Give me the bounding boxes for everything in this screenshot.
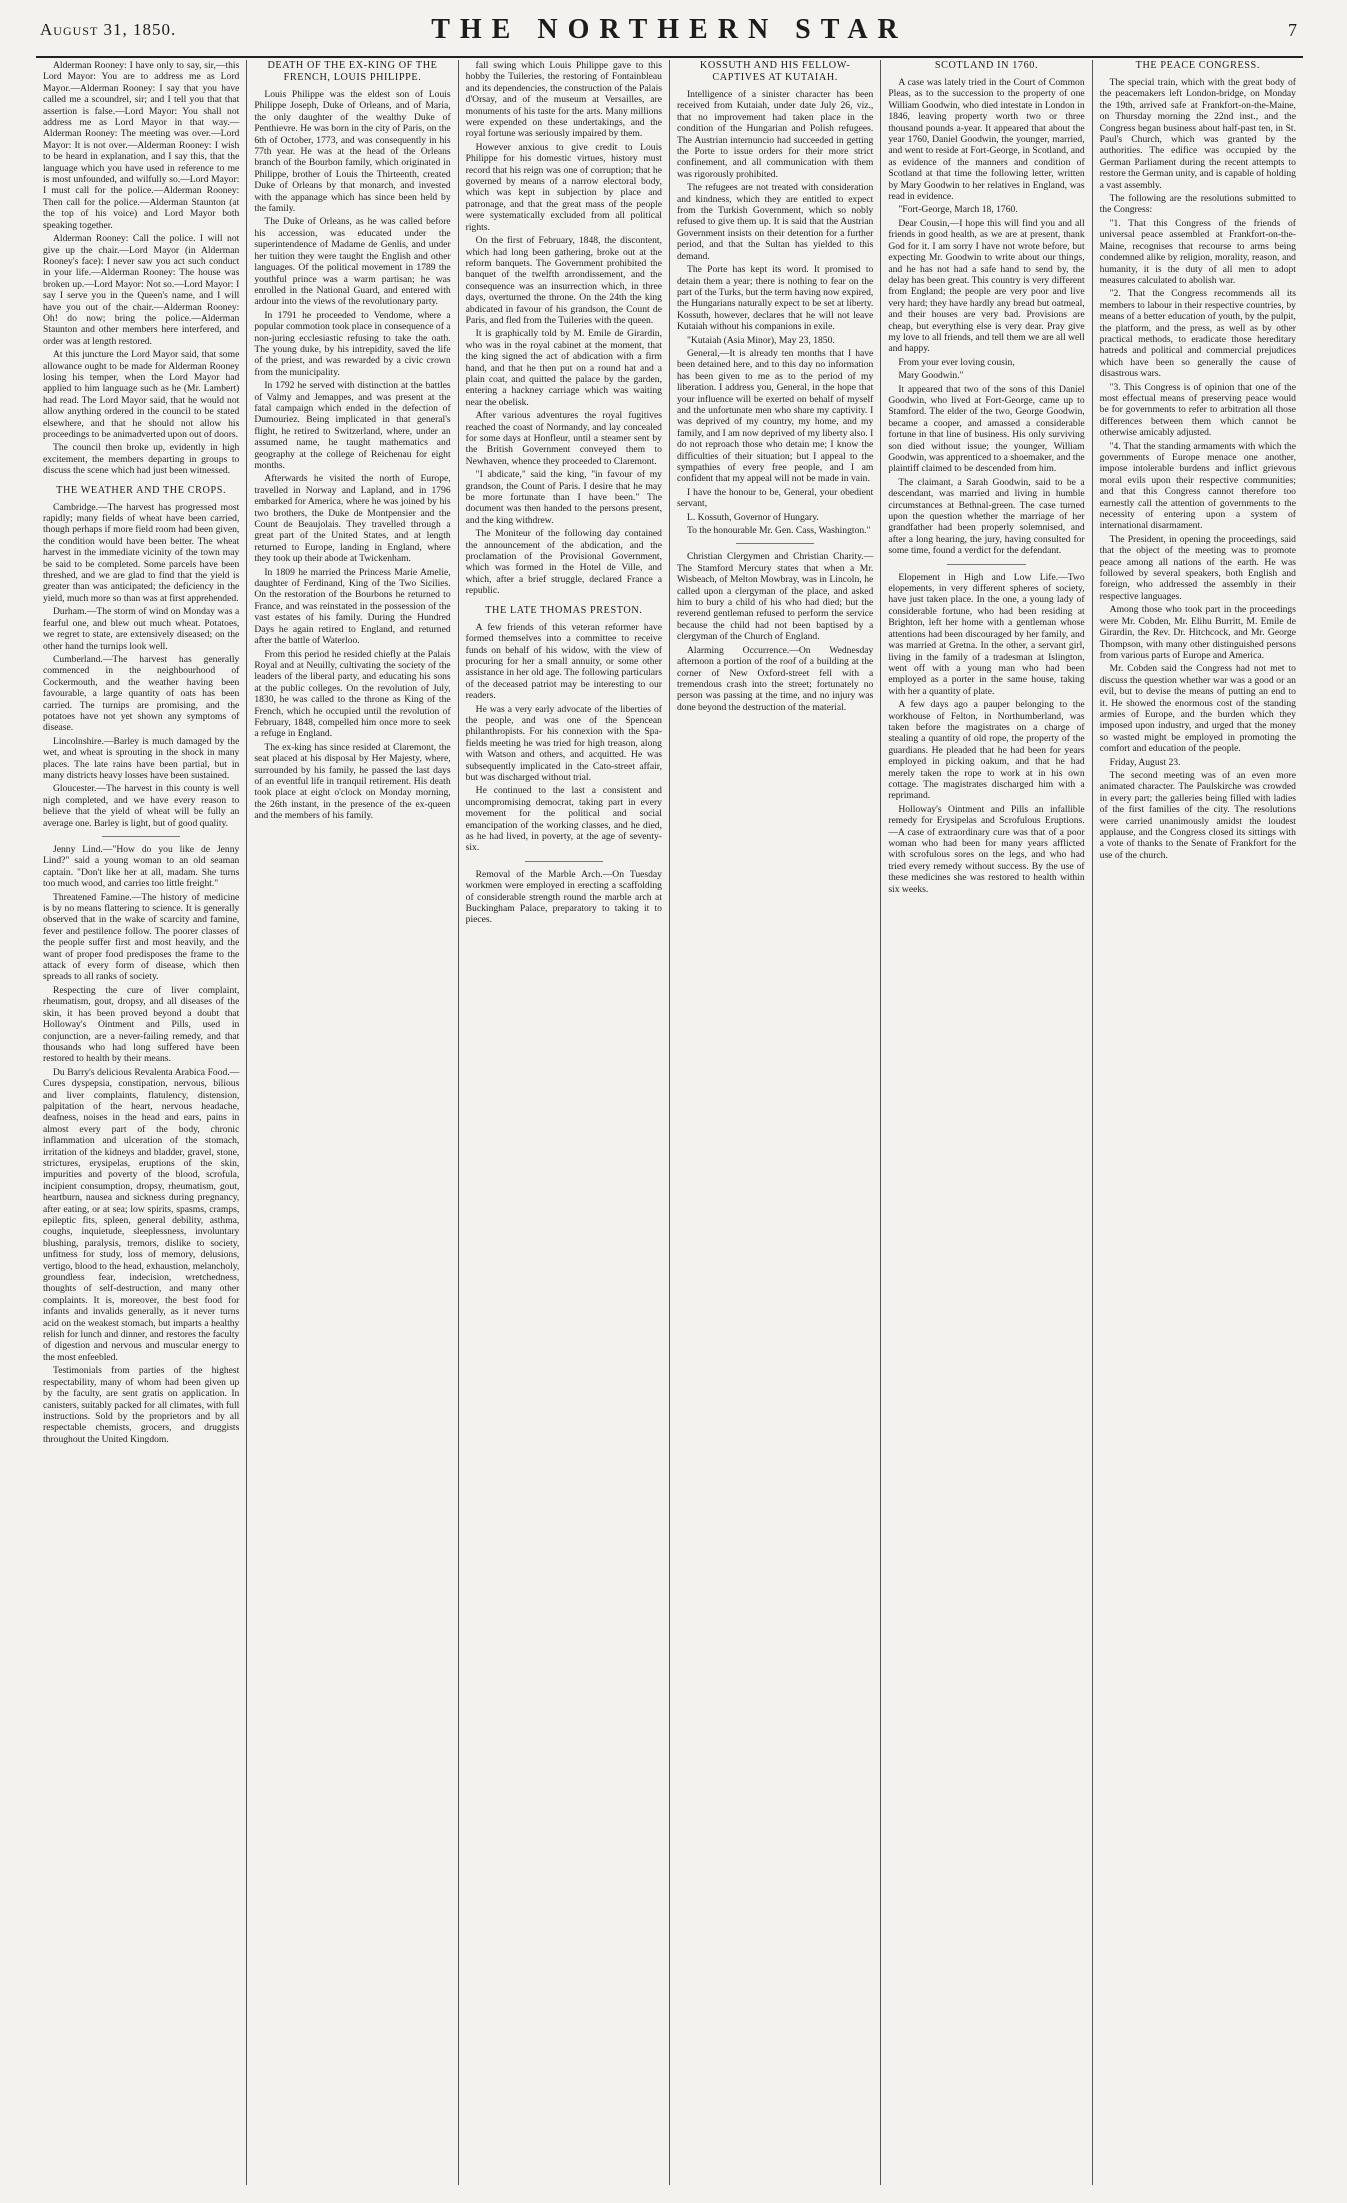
article-paragraph: Lincolnshire.—Barley is much damaged by the wet, and wheat is sprouting in the shock in many places. The late rains have been partial, but in many districts heavy losses have been sustained. [43, 735, 240, 781]
article-paragraph: On the first of February, 1848, the discontent, which had long been gathering, broke out at the reform banquets. The Government prohibited the banquet of the twelfth arrondissement, and the consequence was an insurrection which, in three days, overturned the throne. On the 24th the king abdicated in favour of his grandson, the Count de Paris, and fled from the Tuileries with the queen. [465, 235, 662, 326]
article-paragraph: Dear Cousin,—I hope this will find you and all friends in good health, as we are at present, thank God for it. I am sorry I have not wrote before, but expecting Mr. Goodwin to write about our things, and he has not had a safe hand to send by, the delay has been great. This country is very different from England; the people are very poor and live very hard; they have hardly any bread but oatmeal, and their houses are very bad. Provisions are cheap, but everything else is very dear. Pray give my love to all friends, and tell them we are all well and happy. [888, 217, 1085, 355]
article-paragraph: It appeared that two of the sons of this Daniel Goodwin, who lived at Fort-George, came up to Stamford. The elder of the two, George Goodwin, became a cooper, and amassed a considerable fortune in that line of business. His only surviving son died without issue; the younger, William Goodwin, was apprenticed to a shoemaker, and the plaintiff claimed to be descended from him. [888, 383, 1085, 475]
article-paragraph: The Moniteur of the following day contained the announcement of the abdication, and the proclamation of the Provisional Government, which was formed in the Hotel de Ville, and which, after a brief struggle, declared France a republic. [465, 528, 662, 597]
column-4 [670, 60, 881, 2185]
article-paragraph: Alarming Occurrence.—On Wednesday afternoon a portion of the roof of a building at the corner of New Oxford-street fell with a tremendous crash into the street; fortunately no person was passing at the time, and no injury was done beyond the destruction of the material. [676, 644, 874, 713]
article-paragraph: "Kutaiah (Asia Minor), May 23, 1850. [686, 334, 835, 346]
article-paragraph: He was a very early advocate of the liberties of the people, and was one of the Spencean philanthropists. For his connexion with the Spa-fields meeting he was tried for high treason, along with Watson and others, and acquitted. He was subsequently implicated in the Cato-street affair, but was discharged without trial. [465, 703, 662, 783]
article-paragraph: In 1791 he proceeded to Vendome, where a popular commotion took place in consequence of a non-juring ecclesiastic refusing to take the oath. The young duke, by his intrepidity, saved the life of the priest, and was rewarded by a civic crown from the municipality. [254, 309, 451, 378]
article-paragraph: Respecting the cure of liver complaint, rheumatism, gout, dropsy, and all diseases of the skin, it has been proved beyond a doubt that Holloway's Ointment and Pills, used in conjunction, are a never-failing remedy, and that thousands who had long suffered have been restored to health by their means. [43, 984, 240, 1065]
article-paragraph: Alderman Rooney: Call the police. I will not give up the chair.—Lord Mayor (in Alderman Rooney's face): I never saw you act such conduct in your life.—Alderman Rooney: The house was broken up.—Lord Mayor: Not so.—Lord Mayor: I say I serve you in the Queen's name, and I will have you out of the chair.—Alderman Rooney: Oh! do now; bring the police.—Alderman Staunton and other members here interfered, and order was at length restored. [43, 233, 240, 347]
page-number: 7 [1288, 20, 1297, 40]
article-columns [36, 60, 1303, 2185]
article-paragraph: Testimonials from parties of the highest respectability, many of whom had been given up by the faculty, are sent gratis on application. In canisters, suitably packed for all climates, with full instructions. Sold by the proprietors and by all respectable chemists, grocers, and druggists throughout the United Kingdom. [43, 1365, 240, 1445]
article-paragraph: At this juncture the Lord Mayor said, that some allowance ought to be made for Alderman Rooney losing his temper, when the Lord Mayor had applied to him language such as he (Mr. Lambert) had read. The Lord Mayor said, that he would not allow anything ordered in the council to be stated elsewhere, and that he should not allow his proceedings to be animadverted upon out of doors. [43, 349, 240, 440]
article-paragraph: Threatened Famine.—The history of medicine is by no means flattering to science. It is generally observed that in the wake of scarcity and famine, fever and pestilence follow. The poorer classes of the people suffer first and most heavily, and the want of proper food predisposes the frame to the attack of every form of disease, which then spreads to all ranks of society. [43, 891, 240, 983]
article-paragraph: The second meeting was of an even more animated character. The Paulskirche was crowded in every part; the galleries being filled with ladies of the first families of the city. The resolutions were carried unanimously amidst the loudest applause, and the Congress closed its sittings with a vote of thanks to the Senate of Frankfort for the use of the church. [1099, 769, 1296, 861]
article-paragraph: The ex-king has since resided at Claremont, the seat placed at his disposal by Her Majesty, where, surrounded by his family, he passed the last days of an eventful life in tranquil retirement. His death took place at eight o'clock on Monday morning, the 26th instant, in the presence of the ex-queen and the members of his family. [254, 741, 451, 822]
article-paragraph: Elopement in High and Low Life.—Two elopements, in very different spheres of society, have just taken place. In the one, a young lady of considerable fortune, who had been residing at Brighton, left her home with a gentleman whose attentions had been discouraged by her family, and was married at Gretna. In the other, a servant girl, living in the family of a tradesman at Islington, went off with a young man who had been employed as a porter in the same house, taking with her a quantity of plate. [888, 571, 1085, 697]
article-heading: DEATH OF THE EX-KING OF THE FRENCH, LOUIS PHILIPPE. [267, 60, 438, 83]
article-paragraph: The special train, which with the great body of the peacemakers left London-bridge, on Monday the 19th, arrived safe at Frankfort-on-the-Maine, on Thursday morning the 22nd inst., and the Congress began business about half-past ten, in St. Paul's Church, which was granted by the authorities. The edifice was occupied by the German Parliament during the recent attempts to restore the German unity, and is capable of holding a vast assembly. [1099, 77, 1296, 191]
section-divider [947, 564, 1026, 565]
column-2 [247, 60, 458, 2185]
article-paragraph: Alderman Rooney: I have only to say, sir,—this Lord Mayor: You are to address me as Lord Mayor.—Alderman Rooney: I say that you have called me a scoundrel, sir; and I tell you that that assertion is false.—Lord Mayor: You shall not address me as Lord Mayor in that way.—Alderman Rooney: The meeting was over.—Lord Mayor: It is not over.—Alderman Rooney: I wish to be heard in explanation, and I say this, that the language which you have used in reference to me is most unfounded, and wilfully so.—Lord Mayor: I must call for the police.—Alderman Rooney: Then call for the police.—Alderman Staunton (at the top of his voice) and Lord Mayor both speaking together. [43, 60, 240, 231]
article-paragraph: Louis Philippe was the eldest son of Louis Philippe Joseph, Duke of Orleans, and of Maria, the only daughter of the wealthy Duke of Penthievre. He was born in the city of Paris, on the 6th of October, 1773, and was consequently in his 77th year. He was at the head of the Orleans branch of the Bourbon family, which originated in Philippe, brother of Louis the Thirteenth, created Duke of Orleans by that monarch, and invested with the appanage which has since been held by the family. [254, 89, 451, 215]
article-paragraph: Mr. Cobden said the Congress had not met to discuss the question whether war was a good or an evil, but to devise the means of putting an end to it. He showed the enormous cost of the standing armies of Europe, and the burden which they imposed upon industry, and urged that the money so wasted might be employed in promoting the comfort and education of the people. [1099, 663, 1296, 755]
section-divider [525, 861, 604, 862]
article-paragraph: Cumberland.—The harvest has generally commenced in the neighbourhood of Cockermouth, and the weather having been favourable, a large quantity of oats has been carried. The turnips are promising, and the potatoes have not yet shown any symptoms of disease. [43, 653, 240, 734]
article-paragraph: fall swing which Louis Philippe gave to this hobby the Tuileries, the restoring of Fontainbleau and its dependencies, the construction of the Palais d'Orsay, and of the museum at Versailles, are monuments of his taste for the arts. Many millions were expended on these undertakings, and the royal fortune was seriously impaired by them. [465, 60, 662, 140]
article-paragraph: "1. That this Congress of the friends of universal peace assembled at Frankfort-on-the-Maine, recognises that recourse to arms being condemned alike by religion, morality, reason, and humanity, it is the duty of all men to adopt measures calculated to abolish war. [1099, 217, 1296, 286]
article-paragraph: I have the honour to be, General, your obedient servant, [676, 486, 874, 510]
article-paragraph: Du Barry's delicious Revalenta Arabica Food.—Cures dyspepsia, constipation, nervous, bilious and liver complaints, flatulency, distension, palpitation of the heart, nervous headache, deafness, noises in the head and ears, pains in almost every part of the body, chronic inflammation and ulceration of the stomach, irritation of the kidneys and bladder, gravel, stone, strictures, erysipelas, eruptions of the skin, impurities and poverty of the blood, scrofula, incipient consumption, dropsy, rheumatism, gout, heartburn, nausea and sickness during pregnancy, after eating, or at sea; low spirits, spasms, cramps, epileptic fits, spleen, general debility, asthma, coughs, inquietude, sleeplessness, involuntary blushing, paralysis, tremors, dislike to society, unfitness for study, loss of memory, delusions, vertigo, blood to the head, exhaustion, melancholy, groundless fear, indecision, wretchedness, thoughts of self-destruction, and many other complaints. It is, moreover, the best food for infants and invalids generally, as it never turns acid on the weakest stomach, but imparts a healthy relish for lunch and dinner, and restores the faculty of digestion and nervous and muscular energy to the most enfeebled. [43, 1066, 240, 1363]
article-paragraph: The following are the resolutions submitted to the Congress: [1099, 193, 1296, 216]
article-paragraph: The claimant, a Sarah Goodwin, said to be a descendant, was married and living in humble circumstances at Bethnal-green. The case turned upon the question whether the marriage of her grandfather had been properly solemnised, and after a long hearing, the jury, having consulted for some time, found a verdict for the defendant. [888, 476, 1085, 557]
article-paragraph: He continued to the last a consistent and uncompromising democrat, taking part in every movement for the political and social emancipation of the working classes, and he died, as he had lived, in poverty, at the age of seventy-six. [465, 785, 662, 854]
article-paragraph: The refugees are not treated with consideration and kindness, which they are entitled to expect from the Turkish Government, which so nobly refused to give them up. It is said that the Austrian Government insists on their detention for a further period, and that the Sultan has yielded to this demand. [676, 182, 874, 262]
article-paragraph: Cambridge.—The harvest has progressed most rapidly; many fields of wheat have been carried, though perhaps if more field room had been given, the condition would have been better. The wheat harvest in the immediate vicinity of the town may be said to be completed. Some parcels have been threshed, and we are glad to find that the yield is greater than was anticipated; the deficiency in the yield, much more so than was at first apprehended. [43, 501, 240, 604]
article-paragraph: Durham.—The storm of wind on Monday was a fearful one, and blew out much wheat. Potatoes, we regret to state, are extensively diseased; on the other hand the turnips look well. [43, 606, 240, 652]
article-paragraph: Gloucester.—The harvest in this county is well nigh completed, and we have every reason to believe that the yield of wheat will be fully an average one. Barley is light, but of good quality. [43, 783, 240, 829]
article-paragraph: After various adventures the royal fugitives reached the coast of Normandy, and lay concealed for some days at Honfleur, until a steamer sent by the British Government conveyed them to Newhaven, whence they proceeded to Claremont. [465, 410, 662, 467]
article-paragraph: However anxious to give credit to Louis Philippe for his domestic virtues, history must record that his reign was one of corruption; that he governed by means of a narrow electoral body, which was kept in subjection by place and patronage, and that the great mass of the people were systematically excluded from all political rights. [465, 141, 662, 233]
section-divider [102, 836, 181, 837]
article-heading: THE PEACE CONGRESS. [1135, 60, 1260, 71]
article-heading: THE LATE THOMAS PRESTON. [485, 604, 643, 616]
article-paragraph: It is graphically told by M. Emile de Girardin, who was in the royal cabinet at the moment, that the king signed the act of abdication with a firm hand, and that he then put on a round hat and a plain coat, and quitted the palace by the garden, entering a hackney carriage which was waiting near the obelisk. [465, 328, 662, 408]
article-paragraph: Mary Goodwin." [898, 370, 964, 382]
article-paragraph: Christian Clergymen and Christian Charity.—The Stamford Mercury states that when a Mr. Wisbeach, of Melton Mowbray, was in Lincoln, he called upon a clergyman of the place, and asked him to bury a child of his who had died; but the reverend gentleman refused to perform the service because the child had not been baptised by a clergyman of the Church of England. [676, 551, 874, 643]
article-paragraph: "Fort-George, March 18, 1760. [898, 204, 1018, 216]
issue-date: August 31, 1850. [40, 20, 177, 39]
article-paragraph: "4. That the standing armaments with which the governments of Europe menace one another, impose intolerable burdens and inflict grievous moral evils upon their respective communities; and that this Congress cannot therefore too earnestly call the attention of governments to the necessity of entering upon a system of international disarmament. [1099, 440, 1296, 532]
article-paragraph: In 1792 he served with distinction at the battles of Valmy and Jemappes, and was present at the fatal campaign which ended in the defection of Dumouriez. Being implicated in that general's flight, he retired to Switzerland, where, under an assumed name, he taught mathematics and geography at the college of Reichenau for eight months. [254, 380, 451, 471]
article-heading: KOSSUTH AND HIS FELLOW-CAPTIVES AT KUTAIAH. [699, 60, 851, 83]
column-1 [36, 60, 247, 2185]
column-6 [1093, 60, 1303, 2185]
section-divider [736, 543, 815, 544]
article-paragraph: In 1809 he married the Princess Marie Amelie, daughter of Ferdinand, King of the Two Sicilies. On the restoration of the Bourbons he returned to France, and was reinstated in the possession of the vast estates of his family. During the Hundred Days he again retired to England, and returned after the battle of Waterloo. [254, 566, 451, 647]
article-paragraph: Holloway's Ointment and Pills an infallible remedy for Erysipelas and Scrofulous Eruptions.—A case of extraordinary cure was that of a poor woman who had been for many years afflicted with scrofulous sores on the legs, and who had tried every remedy without success. By the use of these medicines she was restored to health within six weeks. [888, 803, 1085, 895]
article-paragraph: The council then broke up, evidently in high excitement, the members departing in groups to discuss the scene which had just been witnessed. [43, 442, 240, 477]
article-paragraph: "I abdicate," said the king, "in favour of my grandson, the Count of Paris. I desire that he may be more fortunate than I have been." The document was then handed to the persons present, and the king withdrew. [465, 469, 662, 526]
article-paragraph: A few days ago a pauper belonging to the workhouse of Felton, in Northumberland, was taken before the magistrates on a charge of stealing a quantity of old rope, the property of the guardians. He pleaded that he had been for years employed in picking oakum, and that he had merely taken the rope to work at in his own cottage. The magistrates discharged him with a reprimand. [888, 699, 1085, 802]
article-heading: THE WEATHER AND THE CROPS. [56, 484, 227, 496]
article-paragraph: General,—It is already ten months that I have been detained here, and to this day no information has been given to me as to the period of my liberation. I address you, General, in the hope that your influence will be exerted on behalf of myself and the unfortunate men who share my captivity. I was deprived of my country, my home, and my family, and I am now deprived of my liberty also. I do not reproach those who detain me; I know the difficulties of their situation; but I appeal to the sympathies of every free people, and I am confident that my appeal will not be made in vain. [676, 347, 874, 485]
article-paragraph: From your ever loving cousin, [898, 356, 1015, 368]
article-paragraph: Among those who took part in the proceedings were Mr. Cobden, Mr. Elihu Burritt, M. Emile de Girardin, the Rev. Dr. Hitchcock, and Mr. George Thompson, with many other distinguished persons from various parts of Europe and America. [1099, 604, 1296, 661]
article-paragraph: The Porte has kept its word. It promised to detain them a year; there is nothing to fear on the part of the Turks, but the term having now expired, the Hungarians naturally expect to be set at liberty. Kossuth, however, declares that he will not leave Kutaiah without his companions in exile. [676, 264, 874, 333]
article-paragraph: The President, in opening the proceedings, said that the object of the meeting was to promote peace among all nations of the earth. He was followed by several speakers, both English and foreign, who addressed the assembly in their respective languages. [1099, 533, 1296, 602]
newspaper-title: THE NORTHERN STAR [431, 14, 908, 45]
column-5 [881, 60, 1092, 2185]
article-paragraph: Removal of the Marble Arch.—On Tuesday workmen were employed in erecting a scaffolding of considerable strength round the marble arch at Buckingham Palace, preparatory to taking it to pieces. [465, 868, 662, 926]
article-paragraph: A few friends of this veteran reformer have formed themselves into a committee to receive funds on behalf of his widow, with the view of procuring for her a small annuity, or some other assistance in her old age. The following particulars of the deceased patriot may be interesting to our readers. [465, 621, 662, 702]
column-3 [459, 60, 670, 2185]
article-paragraph: Jenny Lind.—"How do you like de Jenny Lind?" said a young woman to an old seaman captain. "Don't like her at all, madam. She turns too much wood, and carries too little freight." [43, 844, 240, 890]
article-paragraph: Intelligence of a sinister character has been received from Kutaiah, under date July 26, viz., that no improvement had taken place in the condition of the Hungarian and Polish refugees. The Austrian internuncio had succeeded in getting the Porte to issue orders for their more strict confinement, and all communication with them was rigorously prohibited. [676, 89, 874, 180]
article-paragraph: "3. This Congress is of opinion that one of the most effectual means of preserving peace would be for governments to refer to arbitration all those differences between them which cannot be otherwise amicably adjusted. [1099, 381, 1296, 439]
article-paragraph: A case was lately tried in the Court of Common Pleas, as to the succession to the property of one William Goodwin, who died intestate in London in 1846, leaving property worth two or three thousand pounds a-year. It appeared that about the year 1760, Daniel Goodwin, the younger, married, and went to reside at Fort-George, in Scotland, and as evidence of the manners and condition of Scotland at that time the following letter, written by Mary Goodwin to her relatives in England, was read in evidence. [888, 77, 1085, 203]
article-paragraph: Friday, August 23. [1109, 756, 1181, 768]
article-paragraph: "2. That the Congress recommends all its members to labour in their respective countries, by means of a better education of youth, by the pulpit, the platform, and the press, as well as by other practical methods, to eradicate those hereditary hatreds and political and commercial prejudices which have been so generally the cause of disastrous wars. [1099, 288, 1296, 380]
masthead [36, 10, 1303, 58]
article-paragraph: L. Kossuth, Governor of Hungary. [686, 511, 819, 523]
article-heading: SCOTLAND IN 1760. [934, 60, 1039, 71]
article-paragraph: To the honourable Mr. Gen. Cass, Washington." [686, 525, 871, 537]
article-paragraph: The Duke of Orleans, as he was called before his accession, was educated under the superintendence of Madame de Genlis, and under her tuition they were taught the English and other languages. Of the political movement in 1789 the youthful prince was a warm partisan; he was enrolled in the National Guard, and entered with ardour into the views of the revolutionary party. [254, 216, 451, 308]
article-paragraph: From this period he resided chiefly at the Palais Royal and at Neuilly, cultivating the society of the leaders of the liberal party, and educating his sons at the public colleges. On the revolution of July, 1830, he was called to the throne as King of the French, which he occupied until the revolution of February, 1848, compelled him once more to seek a refuge in England. [254, 648, 451, 740]
article-paragraph: Afterwards he visited the north of Europe, travelled in Norway and Lapland, and in 1796 embarked for America, where he was joined by his two brothers, the Duke de Montpensier and the Count de Beaujolais. They travelled through a great part of the United States, and at length returned to Europe, landing in England, where they took up their abode at Twickenham. [254, 473, 451, 565]
